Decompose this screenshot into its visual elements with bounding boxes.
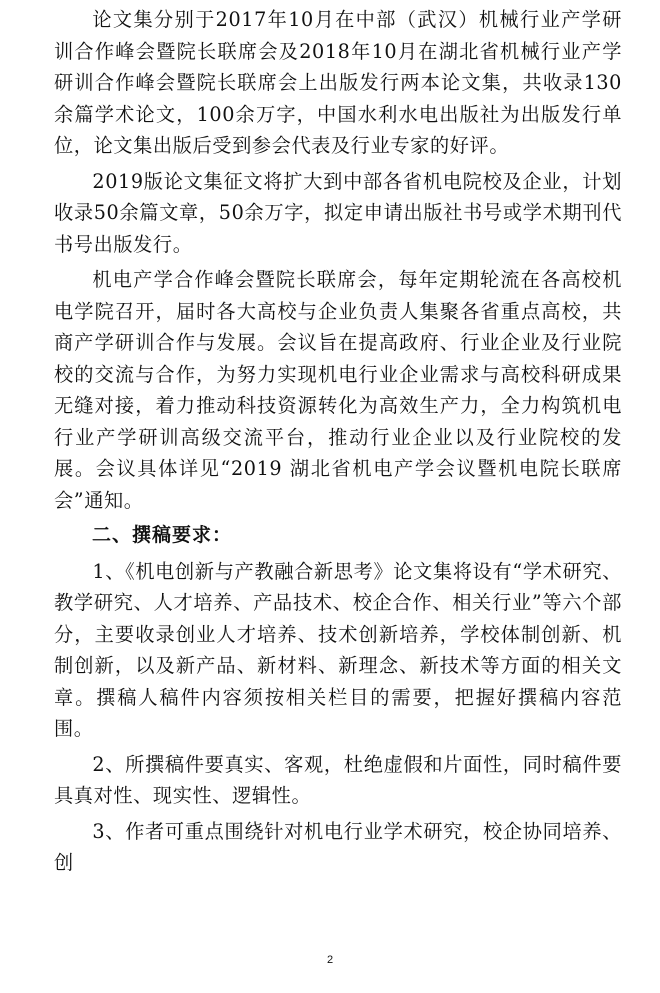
paragraph-proceedings-history: 论文集分别于2017年10月在中部（武汉）机械行业产学研训合作峰会暨院长联席会及2018年10月在湖北省机械行业产学研训合作峰会暨院长联席会上出版发行两本论文集，共收录130余篇学术论文，100余万字，中国水利水电出版社为出版发行单位，论文集出版后受到参会代表及行业专家的好评。 [54,8,622,157]
requirement-item-2: 2、所撰稿件要真实、客观，杜绝虚假和片面性，同时稿件要具真对性、现实性、逻辑性。 [54,752,622,807]
requirement-item-3: 3、作者可重点围绕针对机电行业学术研究，校企协同培养、创 [54,819,622,874]
paragraph-2019-call-for-papers: 2019版论文集征文将扩大到中部各省机电院校及企业，计划收录50余篇文章，50余万字，拟定申请出版社书号或学术期刊代书号出版发行。 [54,169,622,256]
page-number: 2 [326,954,334,966]
section-heading-writing-requirements: 二、撰稿要求： [92,524,233,546]
paragraph-summit-description: 机电产学合作峰会暨院长联席会，每年定期轮流在各高校机电学院召开，届时各大高校与企业负责人集聚各省重点高校，共商产学研训合作与发展。会议旨在提高政府、行业企业及行业院校的交流与合作，为努力实现机电行业企业需求与高校科研成果无缝对接，着力推动科技资源转化为高效生产力，全力构筑机电行业产学研训高级交流平台，推动行业企业以及行业院校的发展。会议具体详见“2019 湖北省机电产学会议暨机电院长联席会”通知。 [54,268,622,512]
requirement-item-1: 1、《机电创新与产教融合新思考》论文集将设有“学术研究、教学研究、人才培养、产品技术、校企合作、相关行业”等六个部分，主要收录创业人才培养、技术创新培养，学校体制创新、机制创新，以及新产品、新材料、新理念、新技术等方面的相关文章。撰稿人稿件内容须按相关栏目的需要，把握好撰稿内容范围。 [54,559,622,740]
document-body [54,4,622,879]
